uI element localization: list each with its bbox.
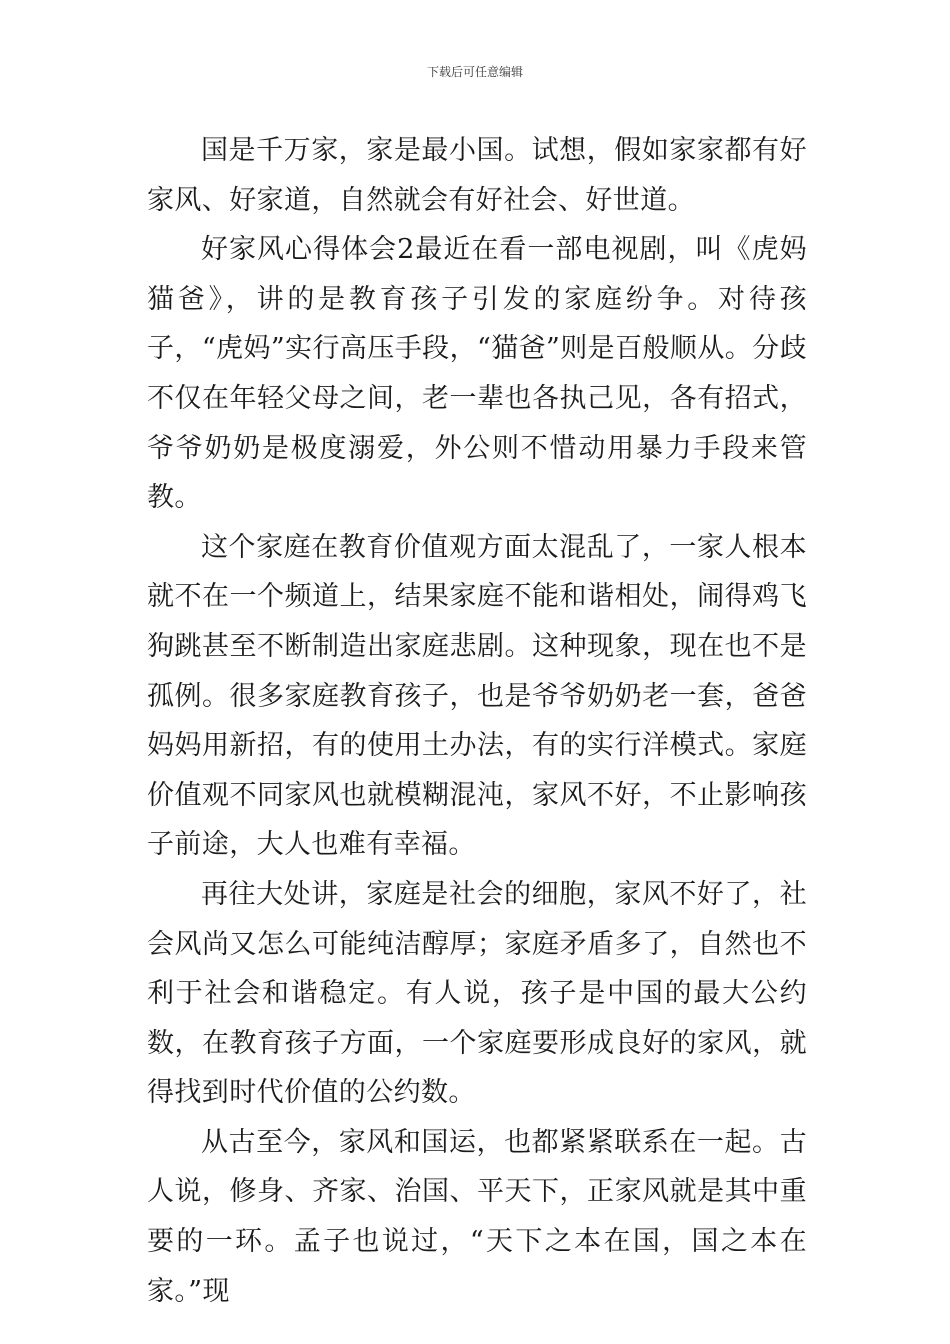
paragraph: 这个家庭在教育价值观方面太混乱了，一家人根本就不在一个频道上，结果家庭不能和谐相处，闹得鸡飞狗跳甚至不断制造出家庭悲剧。这种现象，现在也不是孤例。很多家庭教育孩子，也是爷爷奶奶老一套，爸爸妈妈用新招，有的使用土办法，有的实行洋模式。家庭价值观不同家风也就模糊混沌，家风不好，不止影响孩子前途，大人也难有幸福。 — [147, 531, 807, 861]
paragraph: 好家风心得体会2最近在看一部电视剧，叫《虎妈猫爸》，讲的是教育孩子引发的家庭纷争。对待孩子，“虎妈”实行高压手段，“猫爸”则是百般顺从。分歧不仅在年轻父母之间，老一辈也各执己见，各有招式，爷爷奶奶是极度溺爱，外公则不惜动用暴力手段来管教。 — [147, 234, 807, 514]
document-body — [147, 126, 807, 1316]
page-header-note: 下载后可任意编辑 — [426, 65, 523, 79]
paragraph: 国是千万家，家是最小国。试想，假如家家都有好家风、好家道，自然就会有好社会、好世道。 — [147, 135, 807, 216]
paragraph: 再往大处讲，家庭是社会的细胞，家风不好了，社会风尚又怎么可能纯洁醇厚；家庭矛盾多了，自然也不利于社会和谐稳定。有人说，孩子是中国的最大公约数，在教育孩子方面，一个家庭要形成良好的家风，就得找到时代价值的公约数。 — [147, 878, 807, 1109]
paragraph: 从古至今，家风和国运，也都紧紧联系在一起。古人说，修身、齐家、治国、平天下，正家风就是其中重要的一环。孟子也说过，“天下之本在国，国之本在家。”现 — [147, 1126, 807, 1307]
